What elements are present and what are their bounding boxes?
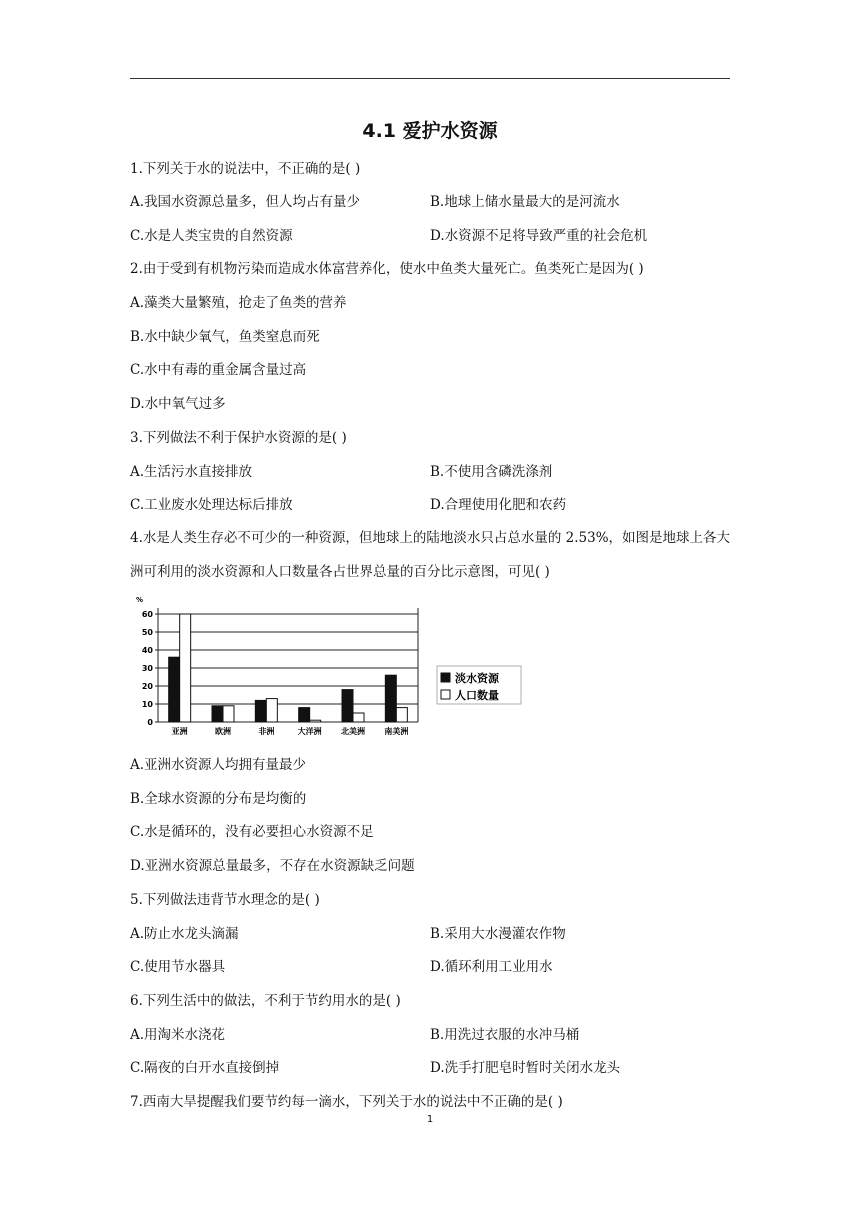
q2-option-b: B.水中缺少氧气，鱼类窒息而死 — [130, 329, 320, 345]
q3-option-a: A.生活污水直接排放 — [130, 464, 253, 480]
y-tick-label: 0 — [147, 718, 153, 727]
q1-option-a: A.我国水资源总量多，但人均占有量少 — [130, 194, 361, 210]
q2-option-c: C.水中有毒的重金属含量过高 — [130, 362, 307, 378]
x-category-label: 亚洲 — [171, 727, 188, 736]
legend-label: 淡水资源 — [455, 672, 499, 685]
q2-stem: 2.由于受到有机物污染而造成水体富营养化，使水中鱼类大量死亡。鱼类死亡是因为( ) — [130, 261, 644, 277]
y-tick-label: 30 — [141, 664, 153, 673]
bar-population — [180, 614, 191, 722]
q5-option-a: A.防止水龙头滴漏 — [130, 926, 239, 942]
bar-fresh-water — [255, 700, 266, 722]
q6-option-c: C.隔夜的白开水直接倒掉 — [130, 1060, 280, 1076]
q5-option-c: C.使用节水器具 — [130, 959, 226, 975]
bar-fresh-water — [212, 706, 223, 722]
x-category-label: 南美洲 — [384, 727, 409, 736]
legend-swatch — [441, 673, 450, 682]
x-category-label: 欧洲 — [215, 727, 231, 736]
q6-option-d: D.洗手打肥皂时暂时关闭水龙头 — [430, 1060, 621, 1076]
bar-fresh-water — [342, 690, 353, 722]
q4-option-b: B.全球水资源的分布是均衡的 — [130, 791, 307, 807]
water-population-bar-chart — [136, 590, 536, 740]
q3-option-d: D.合理使用化肥和农药 — [430, 497, 567, 513]
bar-population — [223, 706, 234, 722]
q7-stem: 7.西南大旱提醒我们要节约每一滴水，下列关于水的说法中不正确的是( ) — [130, 1094, 563, 1110]
q1-option-b: B.地球上储水量最大的是河流水 — [430, 194, 620, 210]
chart-legend — [437, 666, 521, 704]
q2-option-a: A.藻类大量繁殖，抢走了鱼类的营养 — [130, 295, 347, 311]
y-tick-label: 10 — [141, 700, 153, 709]
chart-gridlines — [155, 608, 418, 722]
page-number: 1 — [426, 1114, 434, 1125]
x-category-label: 大洋洲 — [297, 727, 322, 736]
bar-population — [310, 720, 321, 722]
q5-stem: 5.下列做法违背节水理念的是( ) — [130, 892, 320, 908]
q3-option-c: C.工业废水处理达标后排放 — [130, 497, 293, 513]
q1-option-d: D.水资源不足将导致严重的社会危机 — [430, 228, 648, 244]
legend-swatch — [441, 690, 450, 699]
x-category-label: 北美洲 — [341, 727, 365, 736]
bar-population — [266, 699, 277, 722]
bar-fresh-water — [169, 657, 180, 722]
y-tick-label: 40 — [141, 646, 153, 655]
q1-option-c: C.水是人类宝贵的自然资源 — [130, 228, 293, 244]
bar-fresh-water — [299, 708, 310, 722]
x-category-label: 非洲 — [258, 727, 275, 736]
q5-option-b: B.采用大水漫灌农作物 — [430, 926, 566, 942]
bar-fresh-water — [385, 675, 396, 722]
q2-option-d: D.水中氧气过多 — [130, 396, 226, 412]
q1-stem: 1.下列关于水的说法中，不正确的是( ) — [130, 161, 361, 177]
y-tick-label: 50 — [141, 628, 153, 637]
legend-label: 人口数量 — [455, 689, 499, 702]
q3-option-b: B.不使用含磷洗涤剂 — [430, 464, 553, 480]
q4-option-d: D.亚洲水资源总量最多，不存在水资源缺乏问题 — [130, 858, 415, 874]
page-title: 4.1 爱护水资源 — [362, 120, 498, 142]
bar-population — [353, 713, 364, 722]
q4-stem: 4.水是人类生存必不可少的一种资源，但地球上的陆地淡水只占总水量的 2.53%，如图是地球上各大洲可利用的淡水资源和人口数量各占世界总量的百分比示意图，可见( ) — [130, 530, 731, 580]
q4-option-a: A.亚洲水资源人均拥有量最少 — [130, 757, 307, 773]
q5-option-d: D.循环利用工业用水 — [430, 959, 553, 975]
q6-stem: 6.下列生活中的做法，不利于节约用水的是( ) — [130, 993, 401, 1009]
q4-option-c: C.水是循环的，没有必要担心水资源不足 — [130, 824, 374, 840]
y-tick-label: 20 — [141, 682, 153, 691]
header-rule — [130, 78, 730, 79]
y-tick-label: 60 — [141, 610, 153, 619]
q6-option-a: A.用淘米水浇花 — [130, 1027, 226, 1043]
bar-population — [396, 708, 407, 722]
q6-option-b: B.用洗过衣服的水冲马桶 — [430, 1027, 580, 1043]
y-axis-label: % — [136, 596, 144, 604]
q3-stem: 3.下列做法不利于保护水资源的是( ) — [130, 430, 347, 446]
